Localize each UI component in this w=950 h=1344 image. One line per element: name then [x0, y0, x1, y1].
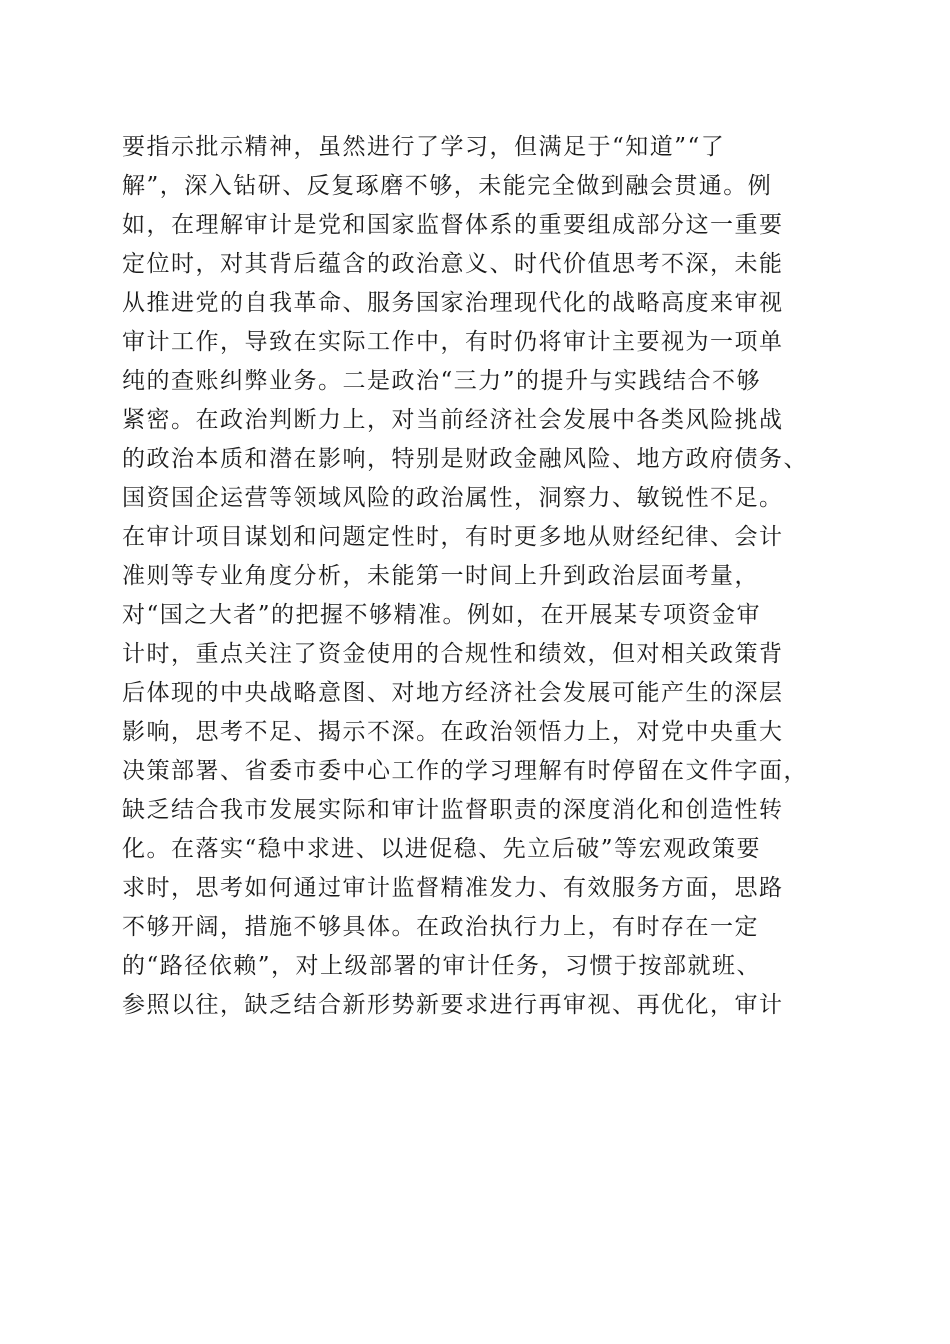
text-line: 在审计项目谋划和问题定性时，有时更多地从财经纪律、会计	[122, 524, 784, 550]
text-line: 决策部署、省委市委中心工作的学习理解有时停留在文件字面，	[122, 758, 808, 784]
text-line: 纯的查账纠弊业务。二是政治“三力”的提升与实践结合不够	[122, 368, 762, 394]
text-line: 从推进党的自我革命、服务国家治理现代化的战略高度来审视	[122, 290, 784, 316]
text-line: 参照以往，缺乏结合新形势新要求进行再审视、再优化，审计	[122, 992, 784, 1018]
text-line: 解”，深入钻研、反复琢磨不够，未能完全做到融会贯通。例	[122, 173, 773, 199]
text-line: 紧密。在政治判断力上，对当前经济社会发展中各类风险挑战	[122, 407, 784, 433]
text-line: 缺乏结合我市发展实际和审计监督职责的深度消化和创造性转	[122, 797, 784, 823]
text-line: 后体现的中央战略意图、对地方经济社会发展可能产生的深层	[122, 680, 784, 706]
text-line: 国资国企运营等领域风险的政治属性，洞察力、敏锐性不足。	[122, 485, 784, 511]
text-line: 的政治本质和潜在影响，特别是财政金融风险、地方政府债务、	[122, 446, 808, 472]
text-line: 如，在理解审计是党和国家监督体系的重要组成部分这一重要	[122, 212, 784, 238]
text-line: 计时，重点关注了资金使用的合规性和绩效，但对相关政策背	[122, 641, 784, 667]
text-line: 的“路径依赖”，对上级部署的审计任务，习惯于按部就班、	[122, 953, 762, 979]
text-line: 审计工作，导致在实际工作中，有时仍将审计主要视为一项单	[122, 329, 784, 355]
text-line: 准则等专业角度分析，未能第一时间上升到政治层面考量，	[122, 563, 759, 589]
text-line: 定位时，对其背后蕴含的政治意义、时代价值思考不深，未能	[122, 251, 784, 277]
body-text	[122, 128, 834, 1025]
text-line: 影响，思考不足、揭示不深。在政治领悟力上，对党中央重大	[122, 719, 784, 745]
text-line: 求时，思考如何通过审计监督精准发力、有效服务方面，思路	[122, 875, 784, 901]
text-line: 对“国之大者”的把握不够精准。例如，在开展某专项资金审	[122, 602, 762, 628]
text-line: 不够开阔，措施不够具体。在政治执行力上，有时存在一定	[122, 914, 759, 940]
text-line: 要指示批示精神，虽然进行了学习，但满足于“知道”“了	[122, 134, 726, 160]
text-line: 化。在落实“稳中求进、以进促稳、先立后破”等宏观政策要	[122, 836, 762, 862]
